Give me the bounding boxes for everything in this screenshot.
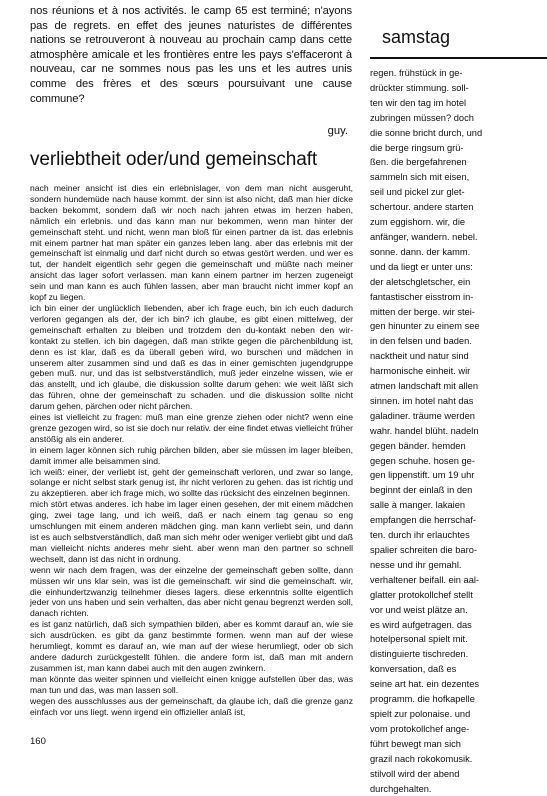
sidebar-line: distinguierte tischreden. (370, 647, 520, 662)
article-body (30, 183, 353, 717)
article-title: verliebtheit oder/und gemeinschaft (30, 148, 360, 172)
sidebar-line: galadiner. träume werden (370, 409, 520, 424)
sidebar-title: samstag (382, 26, 542, 48)
sidebar-line: seine art hat. ein dezentes (370, 677, 520, 692)
article-paragraph: mich stört etwas anderes. ich habe im lager einen gesehen, der mit einem mädchen ging, zwei tage lang, und ich weiß, daß er nach einem tag genau so eng umschlungen mit einem anderen mädchen ging. man kann verliebt sein, und dann ist es auch selbstverständlich, daß man sich mehr oder weniger verliebt gibt und daß man vielleicht nichts anderes mehr sieht. aber wenn man den partner so schnell wechselt, dann ist das nicht in ordnung. (30, 499, 353, 564)
sidebar-line: seil und pickel zur glet- (370, 185, 520, 200)
sidebar-line: gegen bänder. hemden (370, 439, 520, 454)
sidebar-line: die sonne bricht durch, und (370, 126, 520, 141)
sidebar-line: zubringen müssen? doch (370, 111, 520, 126)
sidebar-line: hotelpersonal spielt mit. (370, 632, 520, 647)
sidebar-line: die berge ringsum grü- (370, 141, 520, 156)
sidebar-line: nacktheit und natur sind (370, 349, 520, 364)
intro-signature: guy. (30, 124, 348, 138)
sidebar-line: spielt zur polonaise. und (370, 707, 520, 722)
sidebar-line: vom protokollchef ange- (370, 722, 520, 737)
sidebar-line: durchgehalten. (370, 782, 520, 796)
sidebar-line: ßen. die bergefahrenen (370, 155, 520, 170)
article-paragraph: eines ist vielleicht zu fragen: muß man eine grenze ziehen oder nicht? wenn eine grenze gezogen wird, so ist sie doch nur relativ. der eine findet etwas vielleicht früher anstößig als ein anderer. (30, 412, 353, 445)
sidebar-line: programm. die hofkapelle (370, 692, 520, 707)
sidebar-line: verhaltener beifall. ein aal- (370, 573, 520, 588)
sidebar-line: sammeln sich mit eisen, (370, 170, 520, 185)
sidebar-line: in den felsen und baden. (370, 334, 520, 349)
sidebar-line: nesse und ihr gemahl. (370, 558, 520, 573)
page-number: 160 (30, 736, 46, 748)
sidebar-line: glatter protokollchef stellt (370, 588, 520, 603)
sidebar-line: der aletschgletscher, ein (370, 275, 520, 290)
sidebar-line: harmonische einheit. wir (370, 364, 520, 379)
article-paragraph: ich weiß: einer, der verliebt ist, geht der gemeinschaft verloren, und zwar so lange, solange er nicht selbst stark genug ist, ihr nicht verloren zu gehen. das ist richtig und zu akzeptieren. aber ich frage mich, wo sollte das rücksicht des einzelnen beginnen. (30, 467, 353, 500)
intro-paragraph: nos réunions et à nos activités. le camp 65 est terminé; n'ayons pas de regrets. en effet des jeunes naturistes de différentes nations se retrouveront à nouveau au prochain camp dans cette atmosphère amicale et les frontières entre les pays s'effaceront à nouveau, car ne sommes nous pas les uns et les autres unis comme des frères et des sœurs poursuivant une cause commune? (30, 4, 352, 106)
sidebar-line: konversation, daß es (370, 662, 520, 677)
article-paragraph: in einem lager können sich ruhig pärchen bilden, aber sie müssen im lager bleiben, damit immer alle beisammen sind. (30, 445, 353, 467)
sidebar-line: und da liegt er unter uns: (370, 260, 520, 275)
sidebar-line: sonne. dann. der kamm. (370, 245, 520, 260)
sidebar-line: empfangen die herrschaf- (370, 513, 520, 528)
sidebar-line: spalier schreiten die baro- (370, 543, 520, 558)
sidebar-line: atmen landschaft mit allen (370, 379, 520, 394)
sidebar-line: beginnt der einlaß in den (370, 483, 520, 498)
sidebar-line: drückter stimmung. soll- (370, 81, 520, 96)
article-paragraph: es ist ganz natürlich, daß sich sympathien bilden, aber es kommt darauf an, wie sie sich ausdrücken. es gibt da ganz bestimmte formen. wenn man auf der wiese herumliegt, kommt es darauf an, wie man auf der wiese herumliegt, oder ob sich andere dadurch zurückgestellt fühlen. die andere form ist, daß man mit andern zusammen ist, man kann dabei auch mit den augen zwinkern. (30, 619, 353, 674)
article-paragraph: ich bin einer der unglücklich liebenden, aber ich frage euch, bin ich euch dadurch verloren gegangen als der, der ich bin? ich glaube, es gibt einen mittelweg, der gemeinschaft erhalten zu bleiben und trotzdem den du-kontakt neben den wir-kontakt zu stellen. ich bin dagegen, daß man strikte gegen die pärchenbildung ist, denn es ist klar, daß es da überall geben wird, wo burschen und mädchen in unserem alter zusammen sind und daß es das in einer gemischten jugendgruppe geben muß. nur, und das ist selbstverständlich, muß jeder einzelne wissen, wie er das anstellt, und ich glaube, die diskussion sollte darum gehen: wie weit läßt sich das führen, ohne der gemeinschaft zu schaden. und die diskussion sollte nicht darum gehen, pärchen oder nicht pärchen. (30, 303, 353, 412)
sidebar-divider (370, 57, 547, 59)
sidebar-line: fantastischer eisstrom in- (370, 290, 520, 305)
sidebar-line: gen hinunter zu einem see (370, 319, 520, 334)
article-paragraph: wegen des ausschlusses aus der gemeinschaft, da glaube ich, daß die grenze ganz einfach vor uns liegt. wenn irgend ein offizieller anlaß ist, (30, 696, 353, 718)
sidebar-line: es wird aufgetragen. das (370, 618, 520, 633)
sidebar-line: regen. frühstück in ge- (370, 66, 520, 81)
sidebar-line: gegen schuhe. hosen ge- (370, 454, 520, 469)
sidebar-line: sinnen. im hotel naht das (370, 394, 520, 409)
sidebar-line: zum eggishorn. wir, die (370, 215, 520, 230)
sidebar-line: stilvoll wird der abend (370, 767, 520, 782)
article-paragraph: nach meiner ansicht ist dies ein erlebnislager, von dem man nicht ausgeruht, sondern hundemüde nach hause kommt. der sinn ist also nicht, daß man hier dicke backen bekommt, sondern daß wir noch nach jahren etwas im herzen haben, nämlich ein erlebnis. und das kann man nur bekommen, wenn man hinter der gemeinschaft steht. und nicht, wenn man bloß für einen partner da ist. das erlebnis mit einem partner hat man später ein ganzes leben lang. aber das erlebnis mit der gemeinschaft ist einmalig und darf nicht durch so etwas gestört werden. und wer es tut, der handelt eigentlich sehr gegen die gemeinschaft und müßte nach meiner ansicht das lager sofort verlassen. man kann einem partner im herzen zugeneigt sein und man kann es auch fühlen lassen, aber man braucht nicht immer kopf an kopf zu liegen. (30, 183, 353, 303)
sidebar-line: führt bewegt man sich (370, 737, 520, 752)
sidebar-line: ten wir den tag im hotel (370, 96, 520, 111)
sidebar-line: anfänger, wandern. nebel. (370, 230, 520, 245)
sidebar-line: gen lippenstift. um 19 uhr (370, 468, 520, 483)
sidebar-line: schertour. andere starten (370, 200, 520, 215)
article-paragraph: wenn wir nach dem fragen, was der einzelne der gemeinschaft geben sollte, dann müssen wir uns klar sein, was ist die gemeinschaft. wir sind die gemeinschaft. wir, die einhundertzwanzig teilnehmer dieses lagers. diese erkenntnis sollte eigentlich jeder von uns haben und sein verhalten, das aber nicht genau begrenzt werden soll, danach richten. (30, 565, 353, 620)
article-paragraph: man könnte das weiter spinnen und vielleicht einen knigge aufstellen über das, was man tun und das, was man lassen soll. (30, 674, 353, 696)
sidebar-line: grazil nach rokokomusik. (370, 752, 520, 767)
sidebar-line: mitten der berge. wir stei- (370, 305, 520, 320)
sidebar-text (370, 66, 520, 796)
sidebar-line: salle à manger. lakaien (370, 498, 520, 513)
sidebar-line: wahr. handel blüht. nadeln (370, 424, 520, 439)
sidebar-line: ten. durch ihr erlauchtes (370, 528, 520, 543)
sidebar-line: vor und weist plätze an. (370, 603, 520, 618)
